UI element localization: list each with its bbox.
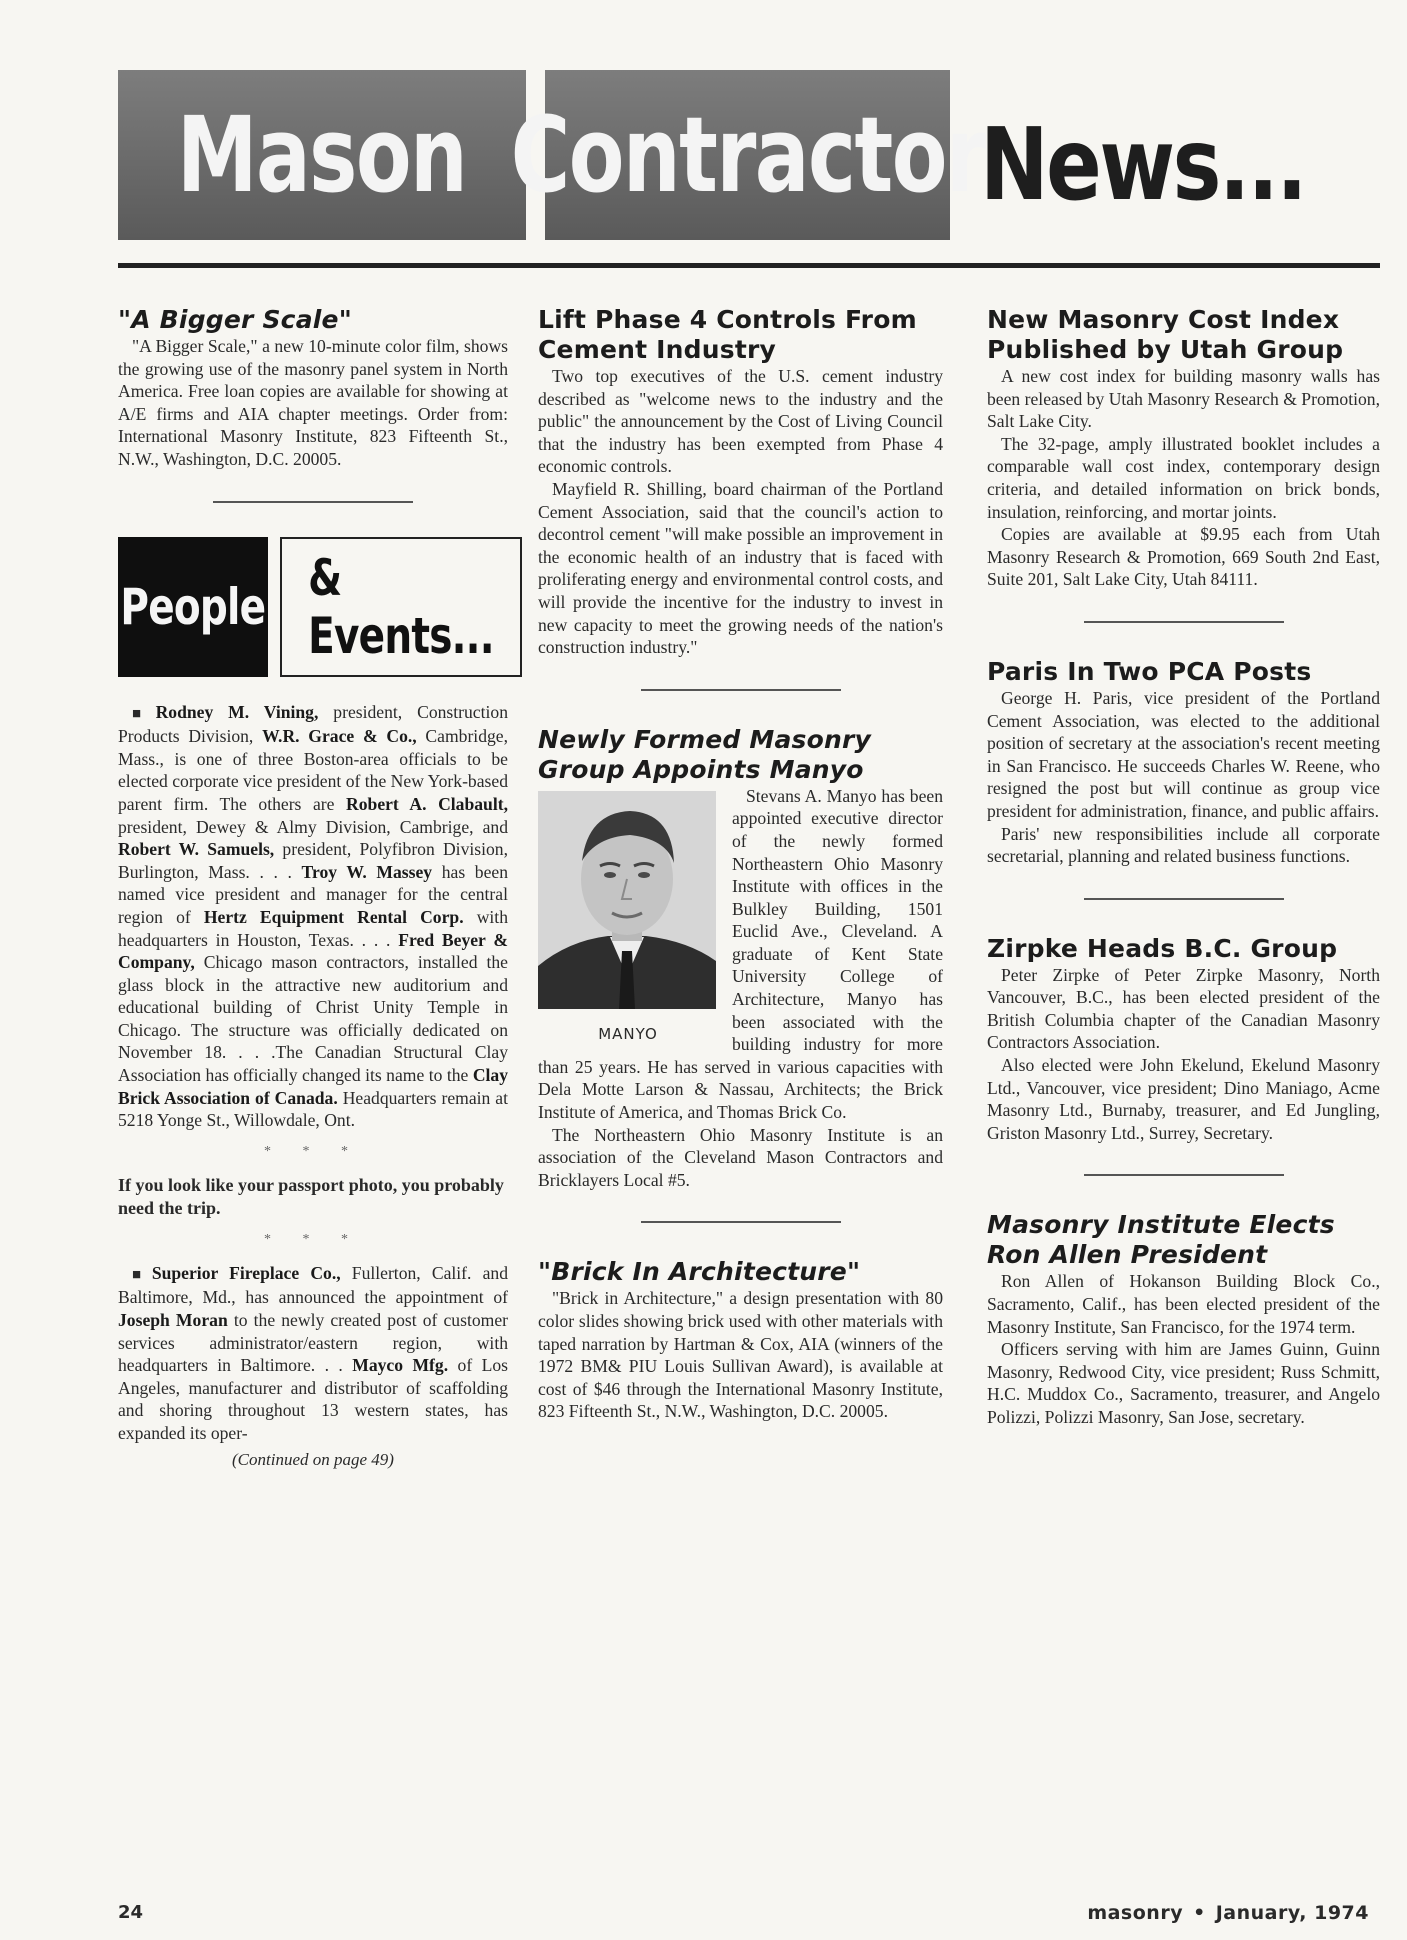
- allen-paragraph-1: Ron Allen of Hokanson Building Block Co., Sacramento, Calif., has been elected president of the Masonry Institute, San Francisco, for the 1974 term.: [987, 1271, 1380, 1337]
- divider: [1084, 1174, 1284, 1176]
- page-number: 24: [118, 1902, 144, 1923]
- manyo-headline: Newly Formed Masonry Group Appoints Manyo: [538, 724, 872, 784]
- masthead-news: News...: [980, 106, 1306, 223]
- column-middle: [538, 305, 943, 1423]
- people-paragraph-1: ■ Rodney M. Vining, president, Construction Products Division, W.R. Grace & Co., Cambridge, Mass., is one of three Boston-area officials to be elected corporate vice president of the New York-based parent firm. The others are Robert A. Clabault, president, Dewey & Almy Division, Cambrige, and Robert W. Samuels, president, Polyfibron Division, Burlington, Mass. . . . Troy W. Massey has been named vice president and manager for the central region of Hertz Equipment Rental Corp. with headquarters in Houston, Texas. . . . Fred Beyer & Company, Chicago mason contractors, installed the glass block in the attractive new auditorium and educational building of Christ Unity Temple in Chicago. The structure was officially dedicated on November 18. . . .The Canadian Structural Clay Association has officially changed its name to the Clay Brick Association of Canada. Headquarters remain at 5218 Yonge St., Willowdale, Ont.: [118, 701, 509, 1131]
- footer-issue: [1087, 1902, 1369, 1924]
- phase4-paragraph-1: Two top executives of the U.S. cement industry described as "welcome news to the industry and the public" the announcement by the Cost of Living Council that the industry has been exempted from Phase 4 economic controls.: [538, 366, 943, 477]
- column-left: [118, 305, 508, 1471]
- events-logo-block: & Events...: [280, 537, 522, 677]
- allen-headline: Masonry Institute Elects Ron Allen President: [987, 1210, 1335, 1270]
- masthead-mason: Mason: [118, 70, 526, 240]
- magazine-name: masonry: [1087, 1902, 1184, 1924]
- divider: [213, 501, 413, 503]
- divider: [641, 1221, 841, 1223]
- masthead-rule: [118, 263, 1380, 268]
- issue-date: January, 1974: [1215, 1902, 1369, 1924]
- paris-headline: Paris In Two PCA Posts: [987, 656, 1312, 686]
- bullet-dot-icon: •: [1193, 1902, 1206, 1924]
- people-events-logo: [118, 537, 508, 677]
- cost-index-paragraph-1: A new cost index for building masonry walls has been released by Utah Masonry Research & Promotion, Salt Lake City.: [987, 366, 1380, 432]
- square-bullet-icon: ■: [132, 705, 152, 722]
- zirpke-paragraph-1: Peter Zirpke of Peter Zirpke Masonry, North Vancouver, B.C., has been elected president of the British Columbia chapter of the Canadian Masonry Contractors Association.: [987, 964, 1380, 1053]
- paris-paragraph-2: Paris' new responsibilities include all corporate secretarial, planning and related business functions.: [987, 823, 1380, 867]
- people-paragraph-2: ■ Superior Fireplace Co., Fullerton, Calif. and Baltimore, Md., has announced the appointment of Joseph Moran to the newly created post of customer services administrator/eastern region, with headquarters in Baltimore. . . Mayco Mfg. of Los Angeles, manufacturer and distributor of scaffolding and shoring throughout 13 western states, has expanded its oper-: [118, 1262, 508, 1443]
- star-separator: * * *: [264, 1143, 362, 1159]
- divider: [1084, 621, 1284, 623]
- portrait-illustration: [538, 791, 716, 1009]
- cost-index-headline: New Masonry Cost Index Published by Utah Group: [987, 305, 1344, 364]
- manyo-portrait-photo: [538, 791, 716, 1009]
- manyo-photo-block: [538, 791, 718, 1043]
- bigger-scale-body: "A Bigger Scale," a new 10-minute color film, shows the growing use of the masonry panel system in North America. Free loan copies are available for showing at A/E firms and AIA chapter meetings. Order from: International Masonry Institute, 823 Fifteenth St., N.W., Washington, D.C. 20005.: [118, 336, 508, 469]
- manyo-paragraph-2: The Northeastern Ohio Masonry Institute is an association of the Cleveland Mason Contractors and Bricklayers Local #5.: [538, 1124, 943, 1190]
- passport-quip: If you look like your passport photo, you probably need the trip.: [118, 1174, 504, 1218]
- brick-paragraph: "Brick in Architecture," a design presentation with 80 color slides showing brick used with other materials with taped narration by Hartman & Cox, AIA (winners of the 1972 BM& PIU Louis Sullivan Award), is available at cost of $46 through the International Masonry Institute, 823 Fifteenth St., N.W., Washington, D.C. 20005.: [538, 1288, 943, 1422]
- phase4-paragraph-2: Mayfield R. Shilling, board chairman of the Portland Cement Association, said that the council's action to decontrol cement "will make possible an improvement in the economic health of an industry that is faced with proliferating energy and environmental control costs, and will provide the incentive for the industry to invest in new capacity to meet the growing needs of the nation's construction industry.": [538, 478, 943, 658]
- column-right: [987, 305, 1380, 1429]
- brick-headline: "Brick In Architecture": [538, 1257, 861, 1287]
- masthead-contractor: Contractor: [545, 70, 950, 240]
- cost-index-paragraph-2: The 32-page, amply illustrated booklet includes a comparable wall cost index, contemporary design criteria, and detailed information on brick bonds, insulation, reinforcing, and mortar joints.: [987, 433, 1380, 522]
- continued-note: (Continued on page 49): [232, 1449, 394, 1469]
- cost-index-paragraph-3: Copies are available at $9.95 each from Utah Masonry Research & Promotion, 669 South 2nd East, Suite 201, Salt Lake City, Utah 84111.: [987, 524, 1380, 590]
- paris-paragraph-1: George H. Paris, vice president of the Portland Cement Association, was elected to the additional position of secretary at the association's recent meeting in San Francisco. He succeeds Charles W. Reene, who resigned the post but will continue as group vice president for administration, finance, and public affairs.: [987, 687, 1380, 821]
- allen-paragraph-2: Officers serving with him are James Guinn, Guinn Masonry, Redwood City, vice president; Russ Schmitt, H.C. Muddox Co., Sacramento, treasurer, and Angelo Polizzi, Polizzi Masonry, San Jose, secretary.: [987, 1339, 1380, 1427]
- photo-caption: MANYO: [598, 1024, 658, 1043]
- people-logo-block: People: [118, 537, 268, 677]
- divider: [1084, 898, 1284, 900]
- zirpke-headline: Zirpke Heads B.C. Group: [987, 933, 1338, 963]
- star-separator: * * *: [264, 1231, 362, 1247]
- zirpke-paragraph-2: Also elected were John Ekelund, Ekelund Masonry Ltd., Vancouver, vice president; Dino Maniago, Acme Masonry Ltd., Burnaby, treasurer, and Ed Jungling, Griston Masonry Ltd., Surrey, Secretary.: [987, 1055, 1380, 1143]
- square-bullet-icon: ■: [132, 1266, 148, 1283]
- manyo-paragraph-1: Stevans A. Manyo has been appointed executive director of the newly formed Northeastern Ohio Masonry Institute with offices in the Bulkley Building, 1501 Euclid Ave., Cleveland. A graduate of Kent State University College of Architecture, Manyo has been associated with the building industry for more than 25 years. He has served in various capacities with Dela Motte Larson & Nassau, Architects; the Brick Institute of America, and Thomas Brick Co.: [538, 785, 943, 1123]
- phase4-headline: Lift Phase 4 Controls From Cement Industry: [538, 305, 917, 364]
- bigger-scale-headline: "A Bigger Scale": [118, 305, 352, 334]
- divider: [641, 689, 841, 691]
